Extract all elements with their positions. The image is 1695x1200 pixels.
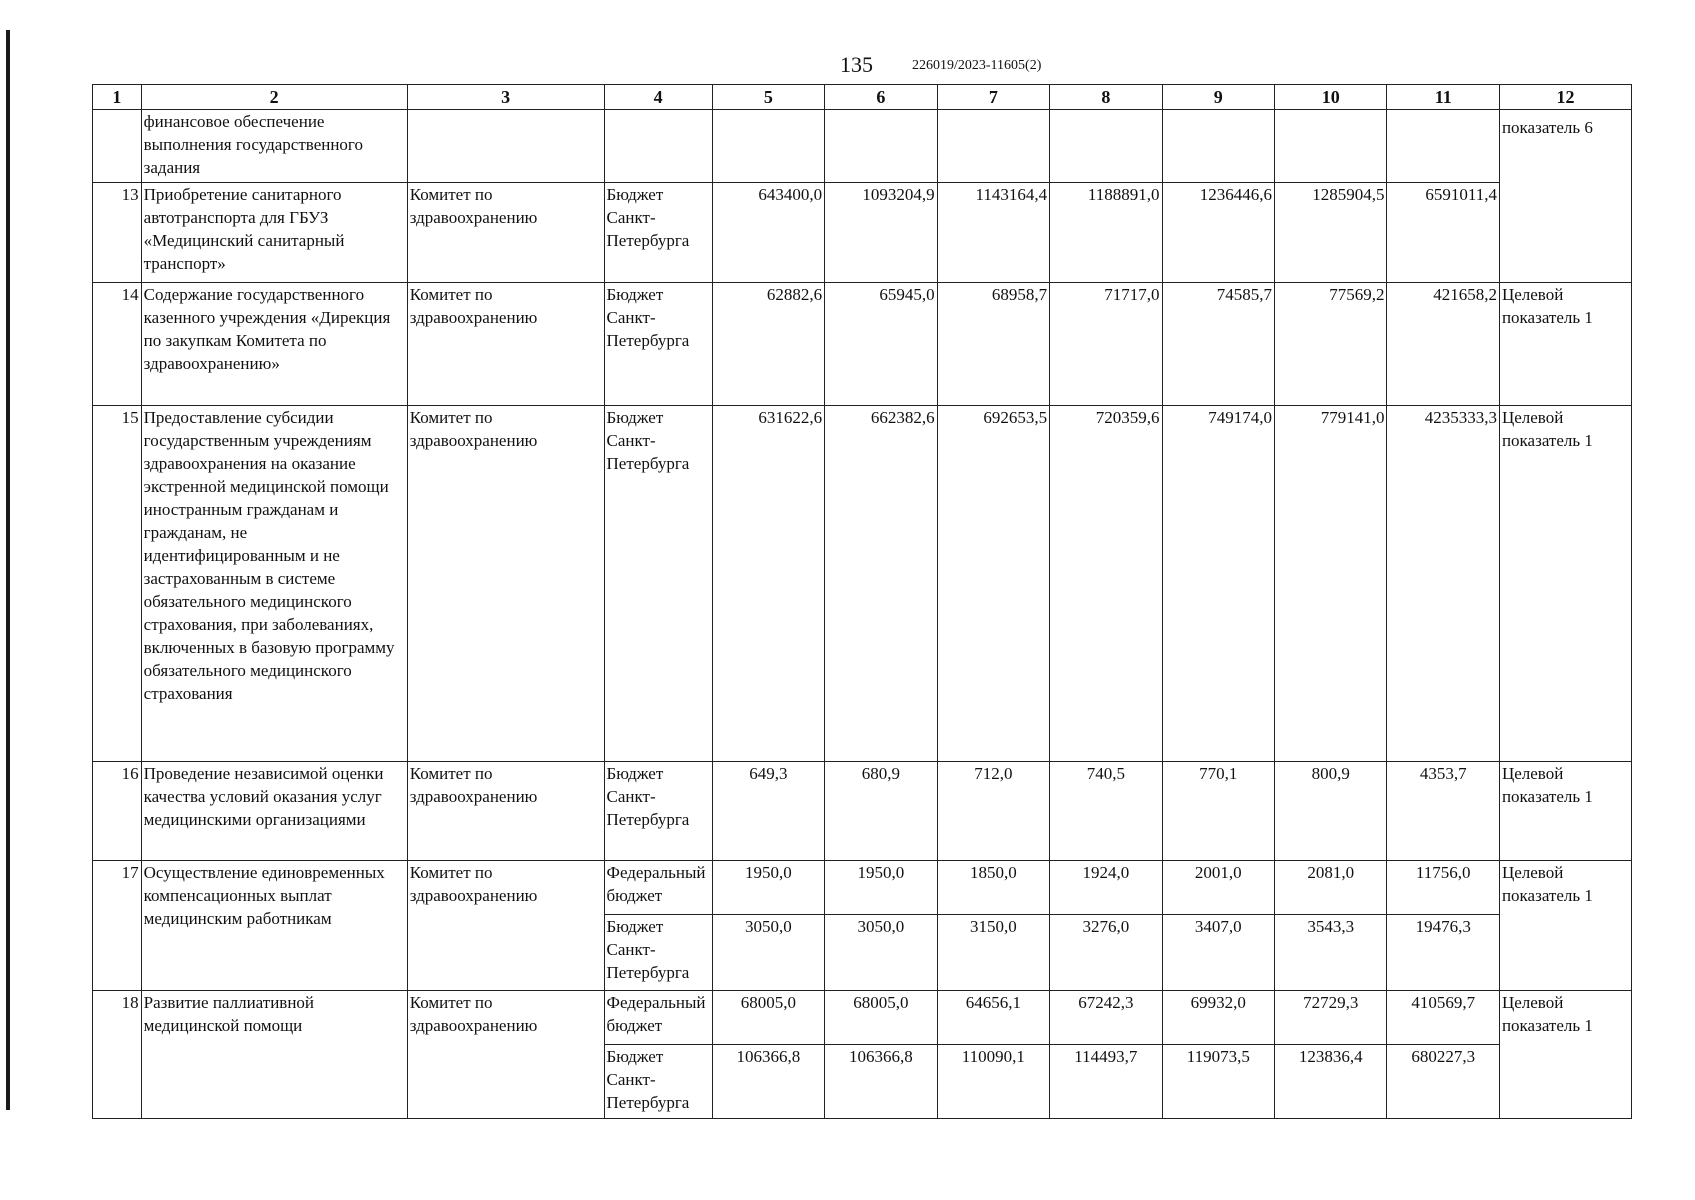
funding-source: Бюджет Санкт-Петербурга — [604, 183, 712, 283]
value-col7: 692653,5 — [937, 406, 1049, 762]
target-indicator: Целевой показатель 1 — [1499, 861, 1631, 991]
value-col5: 68005,0 — [712, 991, 824, 1045]
value-col7: 1143164,4 — [937, 183, 1049, 283]
column-header: 11 — [1387, 85, 1499, 110]
executor: Комитет по здравоохранению — [407, 183, 604, 283]
value-col7: 68958,7 — [937, 283, 1049, 406]
measure-name: финансовое обеспечение выполнения государственного задания — [141, 110, 407, 183]
executor: Комитет по здравоохранению — [407, 762, 604, 861]
measure-name: Развитие паллиативной медицинской помощи — [141, 991, 407, 1119]
column-header: 6 — [825, 85, 937, 110]
value-col7: 712,0 — [937, 762, 1049, 861]
value-col5: 3050,0 — [712, 915, 824, 991]
measure-name: Предоставление субсидии государственным учреждениям здравоохранения на оказание экстренной медицинской помощи иностранным гражданам и гражданам, не идентифицированным и не застрахованным в системе обязательного медицинского страхования, при заболеваниях, включенных в базовую программу обязательного медицинского страхования — [141, 406, 407, 762]
table-row — [93, 183, 1632, 283]
value-col5: 106366,8 — [712, 1045, 824, 1119]
value-col10: 72729,3 — [1275, 991, 1387, 1045]
value-col5: 643400,0 — [712, 183, 824, 283]
document-code: 226019/2023-11605(2) — [912, 58, 1042, 73]
funding-source: Бюджет Санкт-Петербурга — [604, 915, 712, 991]
value-col11-total: 421658,2 — [1387, 283, 1499, 406]
row-number: 17 — [93, 861, 142, 991]
column-header: 8 — [1050, 85, 1162, 110]
header-row — [93, 85, 1632, 110]
measure-name: Осуществление единовременных компенсационных выплат медицинским работникам — [141, 861, 407, 991]
target-indicator: Целевой показатель 1 — [1499, 406, 1631, 762]
value-col9: 770,1 — [1162, 762, 1274, 861]
target-indicator: Целевой показатель 1 — [1499, 991, 1631, 1119]
value-col11-total: 4353,7 — [1387, 762, 1499, 861]
value-col6: 106366,8 — [825, 1045, 937, 1119]
funding-source: Бюджет Санкт-Петербурга — [604, 283, 712, 406]
measure-name: Содержание государственного казенного учреждения «Дирекция по закупкам Комитета по здравоохранению» — [141, 283, 407, 406]
page-header — [0, 52, 1695, 80]
value-col9: 3407,0 — [1162, 915, 1274, 991]
column-header: 4 — [604, 85, 712, 110]
funding-source: Бюджет Санкт-Петербурга — [604, 1045, 712, 1119]
value-col11-total: 11756,0 — [1387, 861, 1499, 915]
column-header: 12 — [1499, 85, 1631, 110]
column-header: 10 — [1275, 85, 1387, 110]
value-col10: 779141,0 — [1275, 406, 1387, 762]
column-header: 2 — [141, 85, 407, 110]
page-number: 135 — [840, 52, 873, 77]
column-header: 1 — [93, 85, 142, 110]
funding-source: Бюджет Санкт-Петербурга — [604, 762, 712, 861]
program-table — [92, 84, 1632, 1119]
value-col6: 65945,0 — [825, 283, 937, 406]
funding-source: Федеральный бюджет — [604, 991, 712, 1045]
value-col7: 110090,1 — [937, 1045, 1049, 1119]
value-col8: 67242,3 — [1050, 991, 1162, 1045]
value-col5: 631622,6 — [712, 406, 824, 762]
value-col9: 69932,0 — [1162, 991, 1274, 1045]
table-row — [93, 762, 1632, 861]
value-col11-total: 19476,3 — [1387, 915, 1499, 991]
row-number: 18 — [93, 991, 142, 1119]
value-col8: 740,5 — [1050, 762, 1162, 861]
value-col11-total: 680227,3 — [1387, 1045, 1499, 1119]
value-col11-total: 6591011,4 — [1387, 183, 1499, 283]
value-col7: 3150,0 — [937, 915, 1049, 991]
value-col10: 2081,0 — [1275, 861, 1387, 915]
row-number: 16 — [93, 762, 142, 861]
table-row — [93, 861, 1632, 915]
value-col6: 662382,6 — [825, 406, 937, 762]
value-col9: 749174,0 — [1162, 406, 1274, 762]
column-header: 5 — [712, 85, 824, 110]
table-row — [93, 406, 1632, 762]
row-number: 13 — [93, 183, 142, 283]
value-col10: 123836,4 — [1275, 1045, 1387, 1119]
value-col9: 1236446,6 — [1162, 183, 1274, 283]
value-col10: 77569,2 — [1275, 283, 1387, 406]
value-col10: 3543,3 — [1275, 915, 1387, 991]
table-row — [93, 991, 1632, 1045]
funding-source: Федеральный бюджет — [604, 861, 712, 915]
value-col5: 649,3 — [712, 762, 824, 861]
column-header: 3 — [407, 85, 604, 110]
funding-source: Бюджет Санкт-Петербурга — [604, 406, 712, 762]
value-col8: 1188891,0 — [1050, 183, 1162, 283]
value-col9: 74585,7 — [1162, 283, 1274, 406]
value-col10: 1285904,5 — [1275, 183, 1387, 283]
value-col11-total: 4235333,3 — [1387, 406, 1499, 762]
value-col6: 1093204,9 — [825, 183, 937, 283]
executor: Комитет по здравоохранению — [407, 861, 604, 991]
value-col8: 720359,6 — [1050, 406, 1162, 762]
value-col6: 3050,0 — [825, 915, 937, 991]
value-col6: 68005,0 — [825, 991, 937, 1045]
column-header: 9 — [1162, 85, 1274, 110]
value-col9: 119073,5 — [1162, 1045, 1274, 1119]
measure-name: Проведение независимой оценки качества условий оказания услуг медицинскими организациями — [141, 762, 407, 861]
executor: Комитет по здравоохранению — [407, 406, 604, 762]
value-col6: 680,9 — [825, 762, 937, 861]
target-indicator: показатель 6 — [1499, 110, 1631, 283]
table-row — [93, 283, 1632, 406]
executor: Комитет по здравоохранению — [407, 283, 604, 406]
executor: Комитет по здравоохранению — [407, 991, 604, 1119]
column-header: 7 — [937, 85, 1049, 110]
scan-edge — [6, 30, 10, 1110]
value-col7: 1850,0 — [937, 861, 1049, 915]
table-row — [93, 110, 1632, 183]
value-col8: 3276,0 — [1050, 915, 1162, 991]
value-col10: 800,9 — [1275, 762, 1387, 861]
value-col11-total: 410569,7 — [1387, 991, 1499, 1045]
value-col7: 64656,1 — [937, 991, 1049, 1045]
value-col8: 114493,7 — [1050, 1045, 1162, 1119]
value-col5: 62882,6 — [712, 283, 824, 406]
value-col8: 1924,0 — [1050, 861, 1162, 915]
value-col8: 71717,0 — [1050, 283, 1162, 406]
measure-name: Приобретение санитарного автотранспорта для ГБУЗ «Медицинский санитарный транспорт» — [141, 183, 407, 283]
value-col5: 1950,0 — [712, 861, 824, 915]
value-col9: 2001,0 — [1162, 861, 1274, 915]
row-number: 14 — [93, 283, 142, 406]
value-col6: 1950,0 — [825, 861, 937, 915]
target-indicator: Целевой показатель 1 — [1499, 762, 1631, 861]
row-number: 15 — [93, 406, 142, 762]
target-indicator: Целевой показатель 1 — [1499, 283, 1631, 406]
